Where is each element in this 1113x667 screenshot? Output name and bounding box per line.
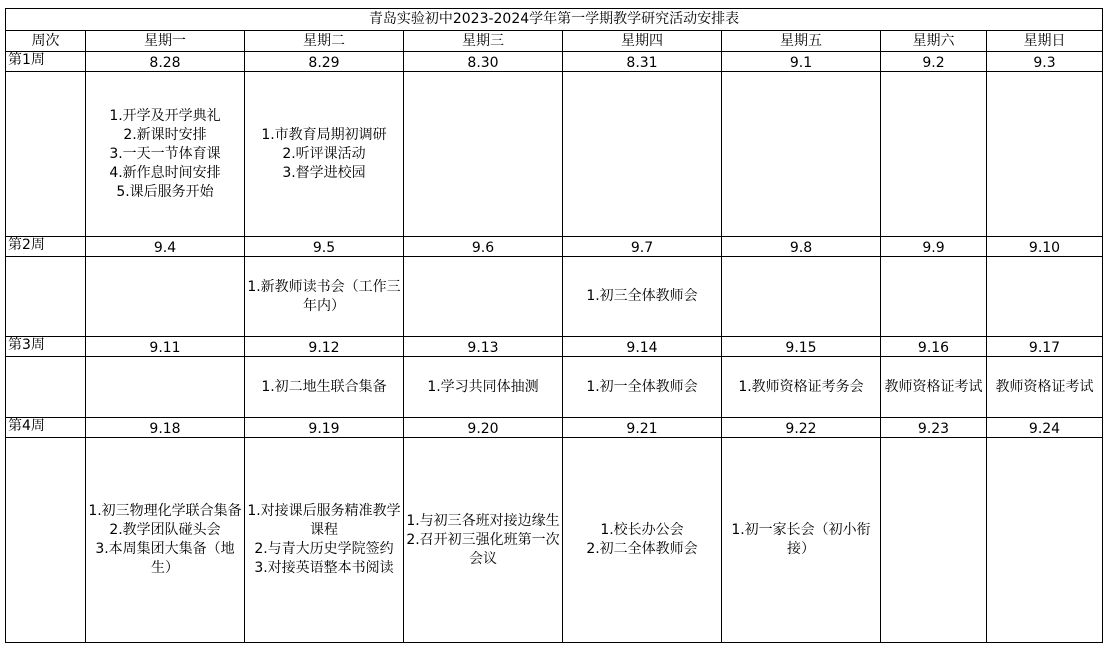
activity-cell (245, 357, 404, 418)
date-cell: 9.14 (563, 337, 722, 357)
date-cell: 8.29 (245, 52, 404, 72)
activity-cell (722, 257, 881, 337)
activity-item: 2.听评课活动 (282, 145, 366, 162)
activity-item: 2.召开初三强化班第一次会议 (406, 531, 560, 567)
date-cell: 9.11 (86, 337, 245, 357)
week-date-row (6, 337, 1103, 357)
week-activity-row (6, 438, 1103, 643)
date-cell: 9.7 (563, 237, 722, 257)
activity-cell (245, 257, 404, 337)
week-activity-row (6, 357, 1103, 418)
header-day-7: 星期日 (987, 31, 1103, 52)
activity-item: 2.与青大历史学院签约 (254, 541, 394, 557)
activity-cell (881, 357, 987, 418)
activity-cell (404, 257, 563, 337)
activity-item: 1.初三全体教师会 (586, 288, 698, 304)
activity-cell (881, 438, 987, 643)
header-day-3: 星期三 (404, 31, 563, 52)
date-cell: 9.12 (245, 337, 404, 357)
date-cell: 8.30 (404, 52, 563, 72)
date-cell: 9.20 (404, 418, 563, 438)
activity-cell (86, 72, 245, 237)
activity-item: 1.教师资格证考务会 (738, 378, 864, 395)
date-cell: 9.10 (987, 237, 1103, 257)
activity-cell (987, 357, 1103, 418)
activity-item: 2.新课时安排 (123, 126, 207, 143)
week-activity-row (6, 72, 1103, 237)
date-cell: 9.3 (987, 52, 1103, 72)
activity-cell (987, 257, 1103, 337)
activity-item: 1.校长办公会 (600, 522, 684, 538)
activity-item: 5.课后服务开始 (116, 183, 214, 200)
activity-cell (722, 438, 881, 643)
week-date-row (6, 52, 1103, 72)
date-cell: 9.8 (722, 237, 881, 257)
activity-cell (881, 257, 987, 337)
table-title: 青岛实验初中2023-2024学年第一学期教学研究活动安排表 (6, 9, 1103, 31)
header-day-2: 星期二 (245, 31, 404, 52)
header-day-4: 星期四 (563, 31, 722, 52)
week-label: 第4周 (6, 418, 86, 438)
activity-item: 1.对接课后服务精准教学课程 (247, 503, 401, 538)
week-label-spacer (6, 438, 86, 643)
date-cell: 9.4 (86, 237, 245, 257)
date-cell: 9.17 (987, 337, 1103, 357)
activity-item: 1.与初三各班对接边缘生 (406, 512, 560, 529)
activity-cell (404, 72, 563, 237)
activity-item: 1.新教师读书会（工作三年内） (247, 278, 401, 314)
date-cell: 9.16 (881, 337, 987, 357)
week-date-row (6, 418, 1103, 438)
activity-item: 教师资格证考试 (995, 378, 1094, 395)
week-label: 第3周 (6, 337, 86, 357)
activity-cell (404, 438, 563, 643)
week-label-spacer (6, 357, 86, 418)
header-week-column: 周次 (6, 31, 86, 52)
activity-item: 3.一天一节体育课 (109, 145, 221, 162)
activity-cell (404, 357, 563, 418)
activity-item: 1.初一家长会（初小衔接） (731, 522, 871, 557)
activity-item: 1.初一全体教师会 (586, 378, 698, 395)
date-cell: 9.19 (245, 418, 404, 438)
header-day-1: 星期一 (86, 31, 245, 52)
activity-item: 3.本周集团大集备（地生） (95, 541, 235, 576)
header-day-5: 星期五 (722, 31, 881, 52)
activity-item: 2.教学团队碰头会 (109, 522, 221, 538)
schedule-table (5, 8, 1103, 643)
activity-cell (722, 72, 881, 237)
activity-cell (86, 438, 245, 643)
week-label: 第2周 (6, 237, 86, 257)
activity-cell (245, 72, 404, 237)
activity-cell (563, 438, 722, 643)
activity-item: 1.初二地生联合集备 (261, 378, 387, 395)
week-label-spacer (6, 72, 86, 237)
activity-item: 4.新作息时间安排 (109, 164, 221, 181)
date-cell: 9.15 (722, 337, 881, 357)
activity-cell (987, 438, 1103, 643)
week-label-spacer (6, 257, 86, 337)
date-cell: 9.13 (404, 337, 563, 357)
activity-item: 1.初三物理化学联合集备 (88, 503, 242, 519)
date-cell: 9.24 (987, 418, 1103, 438)
activity-item: 1.学习共同体抽测 (427, 378, 539, 395)
date-cell: 9.1 (722, 52, 881, 72)
header-day-6: 星期六 (881, 31, 987, 52)
activity-item: 教师资格证考试 (884, 378, 983, 395)
week-date-row (6, 237, 1103, 257)
activity-cell (86, 257, 245, 337)
date-cell: 9.6 (404, 237, 563, 257)
activity-cell (563, 72, 722, 237)
activity-cell (563, 357, 722, 418)
week-activity-row (6, 257, 1103, 337)
date-cell: 9.21 (563, 418, 722, 438)
date-cell: 8.28 (86, 52, 245, 72)
date-cell: 9.9 (881, 237, 987, 257)
activity-item: 1.市教育局期初调研 (261, 126, 387, 143)
activity-cell (245, 438, 404, 643)
activity-cell (722, 357, 881, 418)
date-cell: 9.23 (881, 418, 987, 438)
activity-cell (563, 257, 722, 337)
activity-item: 1.开学及开学典礼 (109, 107, 221, 124)
date-cell: 9.22 (722, 418, 881, 438)
date-cell: 9.18 (86, 418, 245, 438)
date-cell: 9.5 (245, 237, 404, 257)
date-cell: 9.2 (881, 52, 987, 72)
activity-item: 3.督学进校园 (282, 164, 366, 181)
activity-item: 3.对接英语整本书阅读 (254, 560, 394, 576)
activity-cell (987, 72, 1103, 237)
activity-item: 2.初二全体教师会 (586, 541, 698, 557)
date-cell: 8.31 (563, 52, 722, 72)
activity-cell (881, 72, 987, 237)
activity-cell (86, 357, 245, 418)
week-label: 第1周 (6, 52, 86, 72)
